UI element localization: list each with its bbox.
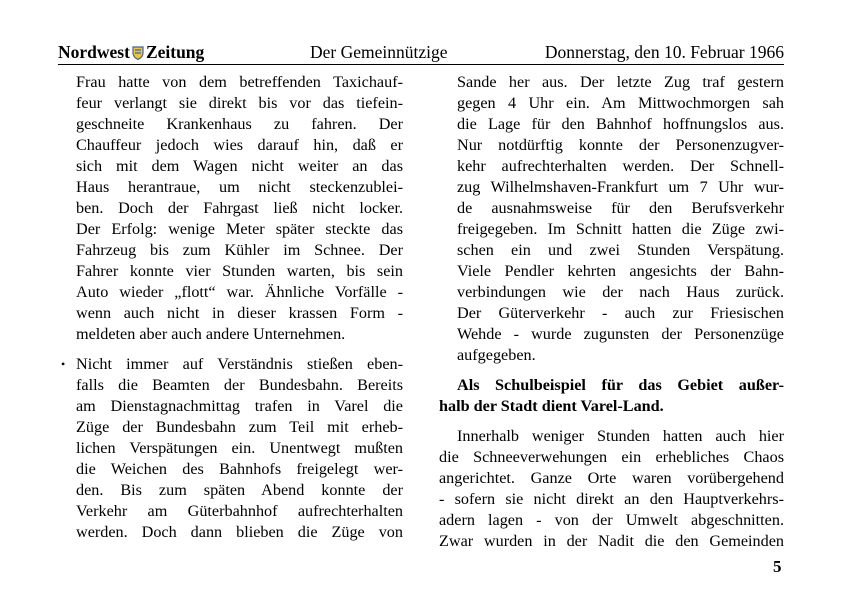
text-line: Sande her aus. Der letzte Zug traf gestern [457,73,784,91]
left-paragraph-2 [58,354,403,543]
text-line: Wehde - wurde zugunsten der Personenzüge [457,325,784,343]
left-column [58,72,403,543]
left-paragraph-1 [58,72,403,345]
page-number: 5 [773,557,782,576]
right-paragraph-1 [439,72,784,366]
text-line: de ausnahmsweise für den Berufsverkehr [457,199,784,217]
page-header [58,41,784,63]
text-line: lichen Verspätungen ein. Unentwegt mußten [76,439,403,457]
text-line: am Dienstagnachmittag trafen in Varel die [76,397,403,415]
text-line: Innerhalb weniger Stunden hatten auch hier [457,427,784,445]
text-line: gegen 4 Uhr ein. Am Mittwochmorgen sah [457,94,784,112]
text-line: Viele Pendler kehrten angesichts der Bahn- [457,262,784,280]
right-paragraph-2 [439,426,784,552]
text-line: Nur notdürftig konnte der Personenzugver- [457,136,784,154]
text-line: meldeten aber auch andere Unternehmen. [76,325,346,343]
text-line: Haus herantraue, um nicht steckenzublei- [76,178,403,196]
text-line: die Lage für den Bahnhof hoffnungslos aus. [457,115,784,133]
text-line: adern lagen - von der Umwelt abgeschnitten. [439,511,784,529]
section-title: Der Gemeinnützige [310,42,448,62]
text-line: werden. Doch dann blieben die Züge von [76,523,403,541]
text-line: den. Bis zum späten Abend konnte der [76,481,403,499]
publication-name [58,41,204,63]
text-line: aufgegeben. [457,346,536,364]
text-line: Zwar wurden in der Nadit die den Gemeinden [439,532,784,550]
right-column [439,72,784,552]
publication-name-part1: Nordwest [58,42,130,62]
text-line: Frau hatte von dem betreffenden Taxichauf- [76,73,403,91]
bullet-icon: • [61,357,66,371]
text-line: Chauffeur jedoch wies darauf hin, daß er [76,136,403,154]
text-line: - sofern sie nicht direkt an den Hauptverkehrs- [439,490,784,508]
text-line: schen ein und zwei Stunden Verspätung. [457,241,784,259]
text-line: ben. Doch der Fahrgast ließ nicht locker. [76,199,403,217]
text-line: Fahrer konnte vier Stunden warten, bis sein [76,262,403,280]
publication-name-part2: Zeitung [145,42,205,62]
text-line: falls die Beamten der Bundesbahn. Bereits [76,376,403,394]
subheading [439,375,784,417]
text-line: feur verlangt sie direkt bis vor das tiefein- [76,94,403,112]
text-line: Verkehr am Güterbahnhof aufrechterhalten [76,502,403,520]
text-line: freigegeben. Im Schnitt hatten die Züge zwi- [457,220,784,238]
text-line: wenn auch nicht in dieser krassen Form - [76,304,403,322]
subheading-line: Als Schulbeispiel für das Gebiet außer- [457,376,784,394]
subheading-line: halb der Stadt dient Varel-Land. [439,397,664,415]
text-line: Nicht immer auf Verständnis stießen eben- [76,355,403,373]
header-rule [58,64,784,65]
text-line: geschneite Krankenhaus zu fahren. Der [76,115,403,133]
text-line: angerichtet. Ganze Orte waren vorübergehend [439,469,784,487]
text-line: kehr aufrechterhalten werden. Der Schnell- [457,157,784,175]
text-line: Auto wieder „flott“ war. Ähnliche Vorfälle - [76,283,403,301]
text-line: die Schneeverwehungen ein erhebliches Chaos [439,448,784,466]
text-line: die Weichen des Bahnhofs freigelegt wer- [76,460,403,478]
issue-date: Donnerstag, den 10. Februar 1966 [544,42,784,62]
text-line: Züge der Bundesbahn zum Teil mit erheb- [76,418,403,436]
crest-icon [132,43,144,57]
text-line: Der Güterverkehr - auch zur Friesischen [457,304,784,322]
text-line: sich mit dem Wagen nicht weiter an das [76,157,403,175]
text-line: Der Erfolg: wenige Meter später steckte das [76,220,403,238]
text-line: Fahrzeug bis zum Kühler im Schnee. Der [76,241,403,259]
text-line: verbindungen wie der nach Haus zurück. [457,283,784,301]
text-line: zug Wilhelmshaven-Frankfurt um 7 Uhr wur- [457,178,784,196]
